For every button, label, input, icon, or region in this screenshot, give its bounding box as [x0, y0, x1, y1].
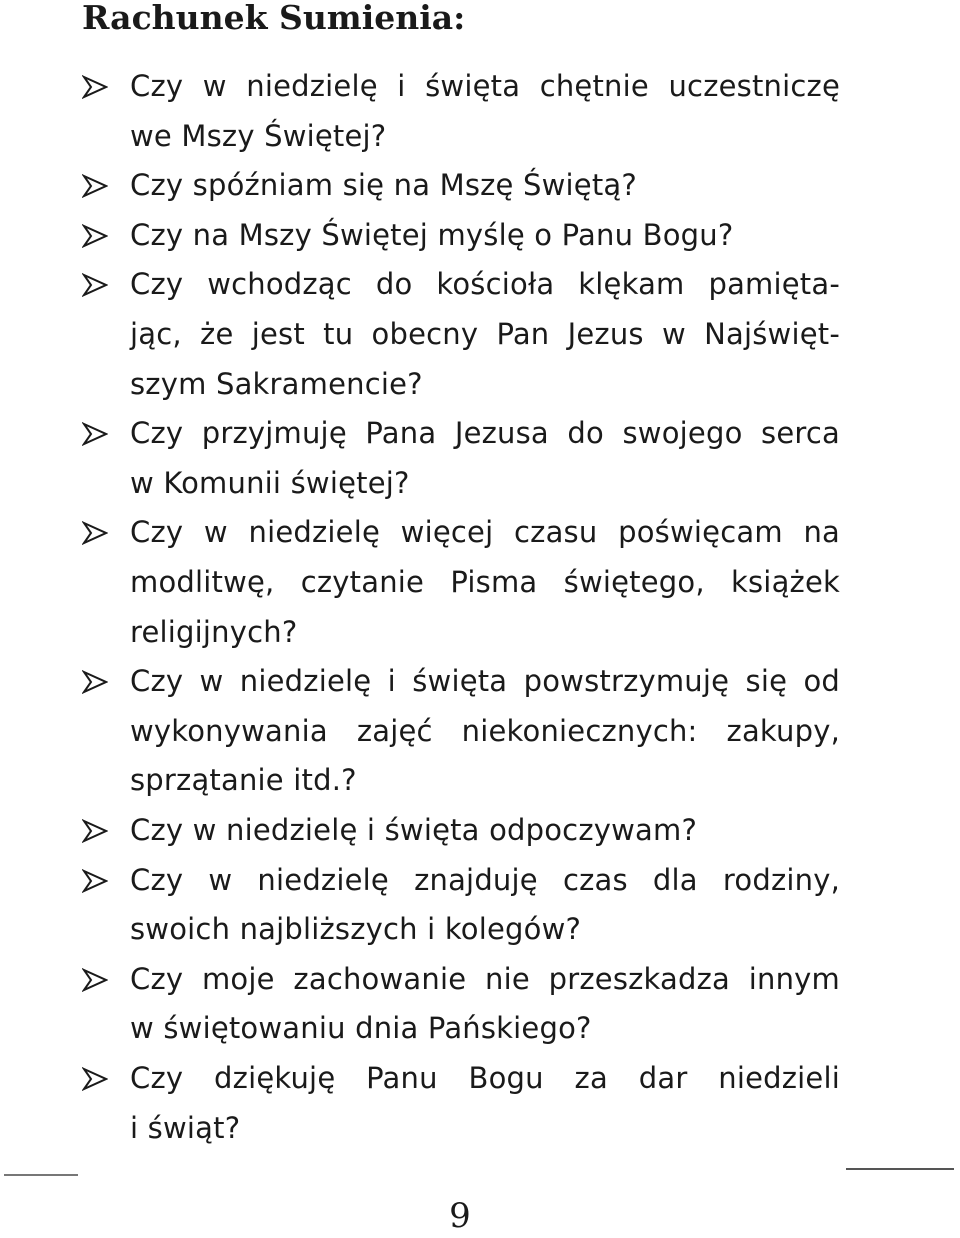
footer-rule-left	[4, 1174, 78, 1176]
question-line: sprzątanie itd.?	[130, 763, 357, 798]
question-line: swoich najbliższych i kolegów?	[130, 912, 582, 947]
arrowhead-bullet-icon	[80, 954, 120, 1004]
arrowhead-bullet-icon	[80, 160, 120, 210]
question-line: w Komunii świętej?	[130, 465, 410, 500]
arrowhead-bullet-icon	[80, 408, 120, 458]
question-line: modlitwę, czytanie Pisma świętego, książek	[130, 564, 840, 599]
page-title: Rachunek Sumienia:	[82, 0, 466, 37]
arrowhead-bullet-icon	[80, 1053, 120, 1103]
question-line: Czy moje zachowanie nie przeszkadza innym	[130, 961, 840, 996]
question-line: religijnych?	[130, 614, 298, 649]
question-line: Czy w niedzielę i święta powstrzymuję się od	[130, 664, 840, 699]
question-line: w świętowaniu dnia Pańskiego?	[130, 1011, 592, 1046]
page-number: 9	[449, 1196, 471, 1236]
question-line: Czy w niedzielę i święta odpoczywam?	[130, 813, 698, 847]
question-line: Czy spóźniam się na Mszę Świętą?	[130, 168, 637, 203]
question-line: Czy w niedzielę więcej czasu poświęcam na	[130, 515, 840, 550]
arrowhead-bullet-icon	[80, 855, 120, 905]
question-line: wykonywania zajęć niekoniecznych: zakupy,	[130, 713, 840, 748]
arrowhead-bullet-icon	[80, 210, 120, 260]
arrowhead-bullet-icon	[80, 259, 120, 309]
arrowhead-bullet-icon	[80, 805, 120, 855]
arrowhead-bullet-icon	[80, 656, 120, 706]
question-line: Czy dziękuję Panu Bogu za dar niedzieli	[130, 1061, 840, 1095]
question-line: Czy na Mszy Świętej myślę o Panu Bogu?	[130, 217, 734, 252]
question-line: Czy w niedzielę i święta chętnie uczestniczę	[130, 69, 840, 103]
arrowhead-bullet-icon	[80, 507, 120, 557]
question-line: szym Sakramencie?	[130, 366, 423, 401]
question-line: jąc, że jest tu obecny Pan Jezus w Najświęt-	[130, 316, 840, 351]
footer-rule-right	[846, 1168, 954, 1170]
question-line: i świąt?	[130, 1110, 241, 1145]
arrowhead-bullet-icon	[80, 61, 120, 111]
question-line: we Mszy Świętej?	[130, 118, 387, 153]
question-line: Czy przyjmuję Pana Jezusa do swojego serca	[130, 416, 840, 451]
question-line: Czy wchodząc do kościoła klękam pamięta-	[130, 267, 840, 302]
question-line: Czy w niedzielę znajduję czas dla rodziny,	[130, 862, 840, 897]
